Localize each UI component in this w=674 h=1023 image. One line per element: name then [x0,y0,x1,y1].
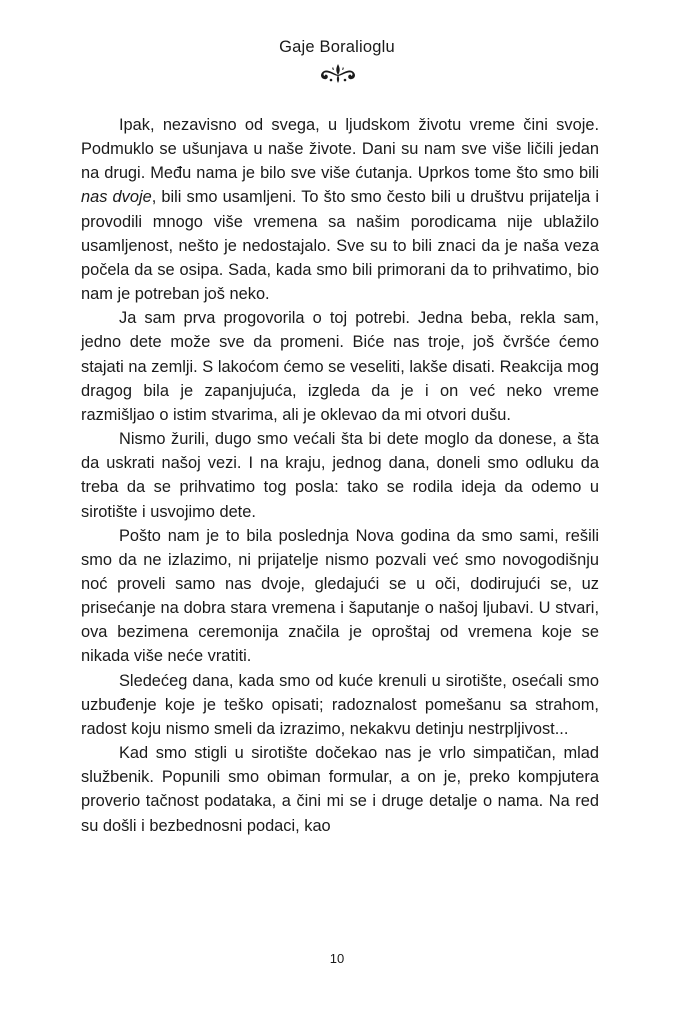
emphasized-text: nas dvoje [81,188,152,207]
paragraph: Ja sam prva progovorila o toj potrebi. Jedna beba, rekla sam, jedno dete može sve da promeni. Biće nas troje, još čvršće ćemo stajati na zemlji. S lakoćom ćemo se veseliti, lakše disati. Reakcija mog dragog bila je zapanjujuća, izgleda da je i on već neko vreme razmišljao o istim stvarima, ali je oklevao da mi otvori dušu. [81,309,599,424]
fleuron-ornament-icon [317,62,359,84]
running-title: Gaje Boralioglu [279,38,395,56]
paragraph-text: , bili smo usamljeni. To što smo često bili u društvu prijatelja i provodili mnogo više vremena sa našim porodicama nije ublažilo usamljenost, nešto je nedostajalo. Sve su to bili znaci da je naša veza počela da se osipa. Sada, kada smo bili primorani da to prihvatimo, bio nam je potreban još neko. [81,188,599,304]
paragraph: Sledećeg dana, kada smo od kuće krenuli u sirotište, osećali smo uzbuđenje koje je teško opisati; radoznalost pomešanu sa strahom, radost koju nismo smeli da izrazimo, nekakvu detinju nestrpljivost... [81,671,599,738]
paragraph-text: Ipak, nezavisno od svega, u ljudskom životu vreme čini svoje. Podmuklo se ušunjava u naše živote. Dani su nam sve više ličili jedan na drugi. Među nama je bilo sve više ćutanja. Uprkos tome što smo bili [81,116,599,183]
paragraph: Pošto nam je to bila poslednja Nova godina da smo sami, rešili smo da ne izlazimo, ni prijatelje nismo pozvali već smo novogodišnju noć proveli samo nas dvoje, gledajući se u oči, dodirujući se, uz prisećanje na dobra stara vremena i šaputanje o našoj ljubavi. U stvari, ova bezimena ceremonija značila je oproštaj od vremena koje se nikada više neće vratiti. [81,526,599,666]
paragraph: Nismo žurili, dugo smo većali šta bi dete moglo da donese, a šta da uskrati našoj vezi. I na kraju, jednog dana, doneli smo odluku da treba da se prihvatimo tog posla: tako se rodila ideja da odemo u sirotište i usvojimo dete. [81,430,599,521]
page-number: 10 [329,951,345,966]
body-text [81,113,599,838]
paragraph: Kad smo stigli u sirotište dočekao nas je vrlo simpatičan, mlad službenik. Popunili smo obiman formular, a on je, preko kompjutera proverio tačnost podataka, a čini mi se i druge detalje o nama. Na red su došli i bezbednosni podaci, kao [81,744,599,835]
paragraph [81,113,599,306]
